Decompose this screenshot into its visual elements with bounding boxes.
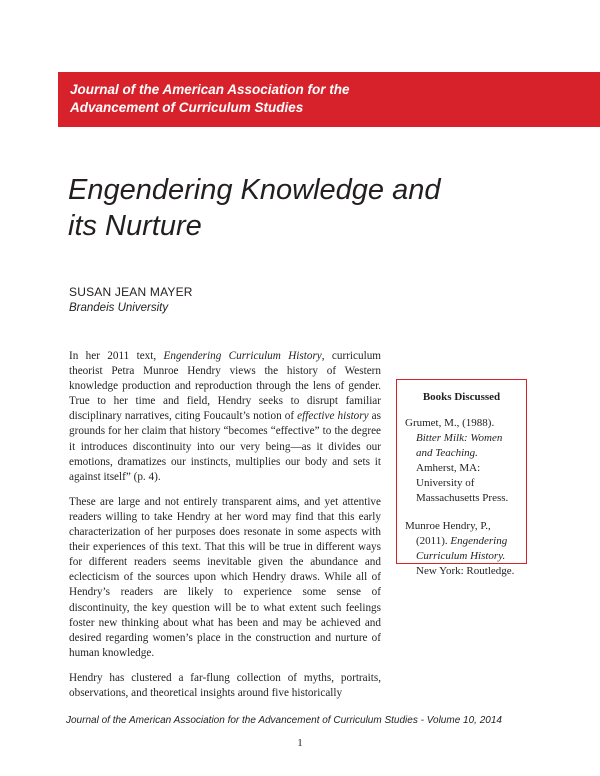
p1-text-c: , curriculum theorist Petra Munroe Hendry views the history of Western knowledge production and reproduction through the lens of gender. True to her time and field, Hendry seeks to disrupt familiar disciplinary narratives, citing Foucault’s notion of xyxy=(69,350,381,423)
ref1-publisher: Amherst, MA: University of Massachusetts Press. xyxy=(416,462,509,504)
ref2-publisher: New York: Routledge. xyxy=(416,565,515,577)
journal-banner xyxy=(58,72,600,127)
ref2-title: Engendering Curriculum History. xyxy=(416,535,508,562)
book-reference-2 xyxy=(405,519,518,579)
page-footer: Journal of the American Association for the Advancement of Curriculum Studies - Volume 10, 2014 xyxy=(66,715,502,726)
article-title-line2: its Nurture xyxy=(68,210,202,242)
article-title xyxy=(68,172,508,244)
article-body xyxy=(69,349,381,711)
author-name: SUSAN JEAN MAYER xyxy=(69,285,193,299)
books-discussed-heading: Books Discussed xyxy=(422,391,501,403)
body-paragraph-3: Hendry has clustered a far-flung collection of myths, portraits, observations, and theoretical insights around five historically xyxy=(69,671,381,699)
ref2-author: Munroe Hendry, P., (2011). xyxy=(405,520,491,547)
ref1-author: Grumet, M., (1988). xyxy=(405,417,495,429)
journal-name-line1: Journal of the American Association for the xyxy=(70,82,350,97)
p1-term: effective history xyxy=(297,410,369,423)
article-title-line1: Engendering Knowledge and xyxy=(68,174,441,206)
ref1-title: Bitter Milk: Women and Teaching. xyxy=(416,432,503,459)
book-reference-1 xyxy=(405,416,518,506)
journal-name xyxy=(70,81,570,117)
books-discussed-box xyxy=(396,379,527,577)
author-affiliation: Brandeis University xyxy=(69,302,169,314)
page-number: 1 xyxy=(297,737,303,749)
p1-text-e: as grounds for her claim that history “becomes “effective” to the degree it introduces discontinuity into our very being—as it divides our emotions, dramatizes our instincts, multiplies our body and sets it against itself” (p. 4). xyxy=(69,410,381,483)
journal-name-line2: Advancement of Curriculum Studies xyxy=(70,100,304,115)
body-paragraph-1 xyxy=(69,349,381,485)
p1-text-a: In her 2011 text, xyxy=(69,350,164,362)
p1-book-title: Engendering Curriculum History xyxy=(163,350,322,362)
body-paragraph-2: These are large and not entirely transparent aims, and yet attentive readers willing to take Hendry at her word may find that this early characterization of her purposes does resonate in some aspects with their experiences of this text. That this will be true in different ways for different readers seems inevitable given the abundance and eclecticism of the sources upon which Hendry draws. While all of Hendry’s readers are likely to experience some sense of discontinuity, the key question will be to what extent such feelings foster new thinking about what has been and may be achieved and desired regarding women’s place in the construction and nurture of human knowledge. xyxy=(69,495,381,659)
